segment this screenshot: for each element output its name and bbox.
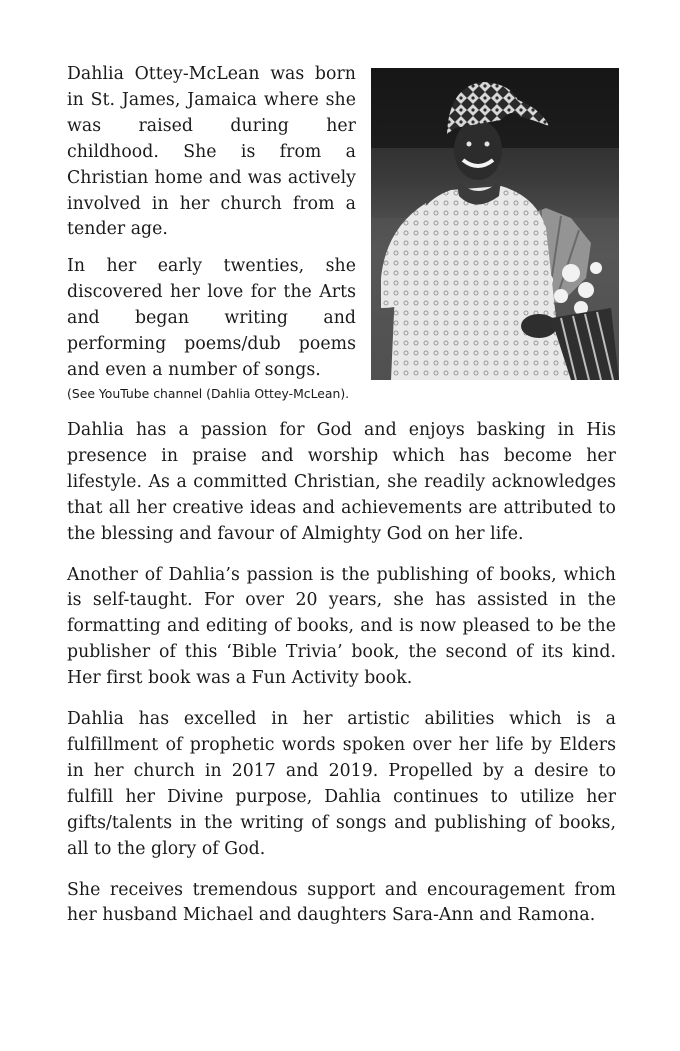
youtube-caption: (See YouTube channel (Dahlia Ottey-McLean).	[67, 386, 350, 401]
author-photo	[371, 68, 619, 380]
bio-paragraph-faith: Dahlia has a passion for God and enjoys basking in His presence in praise and worship which has become her lifestyle. As a committed Christian, she readily acknowledges that all her creative ideas and achievements are attributed to the blessing and favour of Almighty God on her life.	[67, 420, 616, 544]
bio-body	[67, 418, 616, 929]
bio-paragraph-arts: In her early twenties, she discovered her love for the Arts and began writing and performing poems/dub poems and even a number of songs.	[67, 256, 356, 380]
bio-paragraph-birth: Dahlia Ottey-McLean was born in St. James, Jamaica where she was raised during her childhood. She is from a Christian home and was actively involved in her church from a tender age.	[67, 64, 356, 240]
author-bio-page	[67, 62, 616, 944]
bio-paragraph-family: She receives tremendous support and encouragement from her husband Michael and daughters Sara-Ann and Ramona.	[67, 879, 616, 926]
intro-text-column	[67, 62, 356, 395]
intro-section	[67, 62, 616, 402]
bio-paragraph-artistic: Dahlia has excelled in her artistic abilities which is a fulfillment of prophetic words spoken over her life by Elders in her church in 2017 and 2019. Propelled by a desire to fulfill her Divine purpose, Dahlia continues to utilize her gifts/talents in the writing of songs and publishing of books, all to the glory of God.	[67, 709, 616, 859]
bio-paragraph-publishing: Another of Dahlia’s passion is the publishing of books, which is self-taught. For over 20 years, she has assisted in the formatting and editing of books, and is now pleased to be the publisher of this ‘Bible Trivia’ book, the second of its kind. Her first book was a Fun Activity book.	[67, 564, 616, 689]
